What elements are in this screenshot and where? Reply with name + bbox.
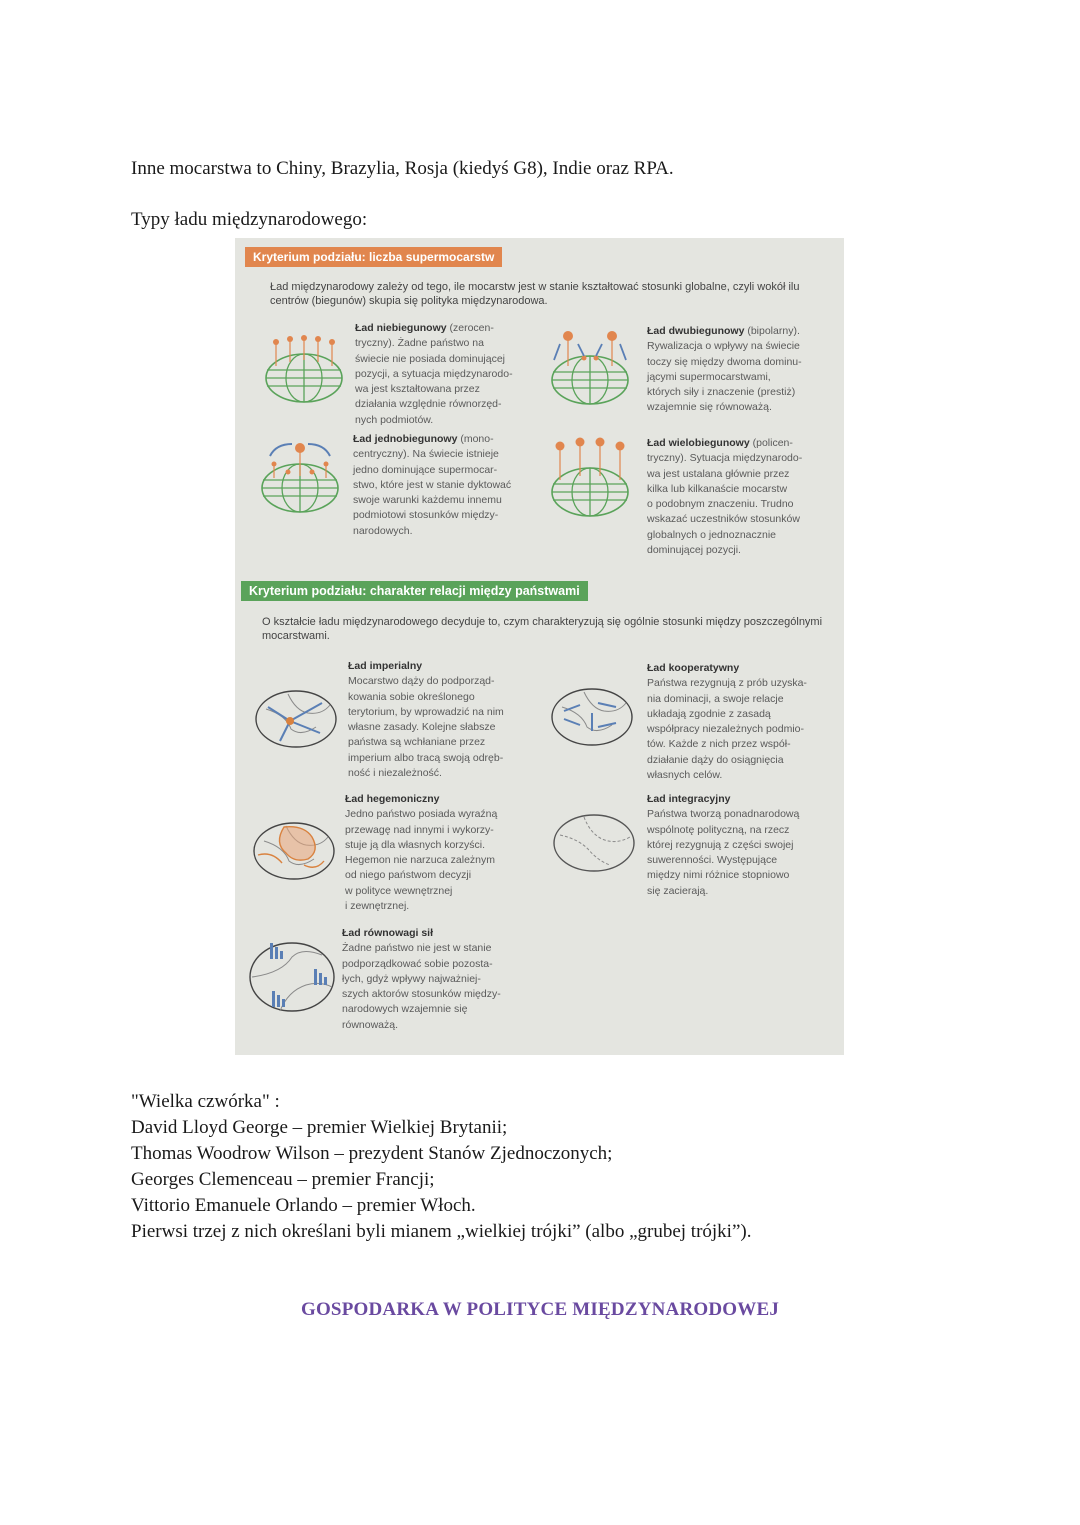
entry-description: (policen- tryczny). Sytuacja międzynarodo- wa jest ustalana głównie przez kilka lub kilkanaście mocarstw o podobnym znaczeniu. Trudno wskazać uczestników stosunków globalnych o jednoznacznie dominującej pozycji.	[647, 437, 803, 557]
entry-description: (bipolarny). Rywalizacja o wpływy na świecie toczy się między dwoma dominu- jącymi supermocarstwami, których siły i znaczenie (prestiż) wzajemnie się równoważą.	[647, 325, 802, 414]
entry-nonpolar	[355, 321, 545, 428]
big-four-line: David Lloyd George – premier Wielkiej Brytanii;	[131, 1117, 508, 1138]
section2-intro: O kształcie ładu międzynarodowego decyduje to, czym charakteryzują się ogólnie stosunki między poszczególnymi mocarstwami.	[262, 616, 823, 642]
entry-title: Ład jednobiegunowy	[353, 433, 458, 445]
section-heading: GOSPODARKA W POLITYCE MIĘDZYNARODOWEJ	[300, 1299, 780, 1320]
entry-cooperative	[647, 661, 839, 783]
entry-title: Ład niebiegunowy	[355, 322, 447, 334]
criterion-banner-superpowers: Kryterium podziału: liczba supermocarstw	[245, 247, 502, 267]
types-heading: Typy ładu międzynarodowego:	[131, 209, 368, 230]
big-four-block	[131, 1089, 751, 1245]
entry-integration	[647, 792, 839, 899]
entry-description: Państwa rezygnują z prób uzyska- nia dominacji, a swoje relacje układają zgodnie z zasadą współpracy niezależnych podmio- tów. Każde z nich przez współ- działanie dąży do osiągnięcia własnych celów.	[647, 677, 807, 782]
big-four-line: Vittorio Emanuele Orlando – premier Włoch.	[131, 1195, 476, 1216]
entry-title: Ład wielobiegunowy	[647, 437, 750, 449]
entry-description: Państwa tworzą ponadnarodową wspólnotę polityczną, na rzecz której rezygnują z części swojej suwerenności. Występujące między nimi różnice stopniowo się zacierają.	[647, 808, 800, 897]
big-four-line: Thomas Woodrow Wilson – prezydent Stanów Zjednoczonych;	[131, 1143, 613, 1164]
entry-title: Ład hegemoniczny	[345, 793, 440, 805]
globe-nonpolar-icon	[259, 326, 349, 406]
entry-title: Ład równowagi sił	[342, 927, 434, 939]
map-balance-icon	[245, 938, 339, 1016]
entry-title: Ład integracyjny	[647, 793, 731, 805]
map-imperial-icon	[251, 686, 341, 752]
entry-imperial	[348, 659, 538, 781]
globe-bipolar-icon	[545, 326, 635, 406]
intro-line: Inne mocarstwa to Chiny, Brazylia, Rosja (kiedyś G8), Indie oraz RPA.	[131, 158, 674, 179]
entry-description: Jedno państwo posiada wyraźną przewagę nad innymi i wykorzy- stuje ją dla własnych korzyści. Hegemon nie narzuca zależnym od niego państwom decyzji w polityce wewnętrznej i zewnętrznej.	[345, 808, 498, 913]
entry-title: Ład imperialny	[348, 660, 423, 672]
section1-intro: Ład międzynarodowy zależy od tego, ile mocarstw jest w stanie kształtować stosunki globalne, czyli wokół ilu centrów (biegunów) skupia się polityka międzynarodowa.	[270, 281, 800, 307]
entry-balance-of-power	[342, 926, 537, 1033]
map-hegemonic-icon	[247, 816, 341, 886]
globe-multipolar-icon	[545, 434, 635, 518]
entry-title: Ład dwubiegunowy	[647, 325, 745, 337]
entry-title: Ład kooperatywny	[647, 662, 740, 674]
big-four-heading: "Wielka czwórka" :	[131, 1091, 280, 1112]
map-cooperative-icon	[547, 684, 637, 750]
entry-hegemonic	[345, 792, 535, 914]
entry-multipolar	[647, 436, 839, 558]
entry-bipolar	[647, 324, 837, 416]
entry-description: Żadne państwo nie jest w stanie podporządkować sobie pozosta- łych, gdyż wpływy najważniej- szych aktorów stosunków między- narodowych wzajemnie się równoważą.	[342, 942, 501, 1031]
entry-description: (zerocen- tryczny). Żadne państwo na świecie nie posiada dominującej pozycji, a sytuacja międzynarodo- wa jest kształtowana przez działania względnie równorzęd- nych podmiotów.	[355, 322, 513, 426]
big-four-line: Georges Clemenceau – premier Francji;	[131, 1169, 435, 1190]
map-integration-icon	[549, 808, 639, 878]
big-three-note: Pierwsi trzej z nich określani byli mianem „wielkiej trójki” (albo „grubej trójki”).	[131, 1221, 752, 1242]
globe-unipolar-icon	[255, 436, 345, 516]
infographic-image	[235, 238, 844, 1055]
criterion-banner-relations: Kryterium podziału: charakter relacji między państwami	[241, 581, 588, 601]
entry-description: (mono- centryczny). Na świecie istnieje jedno dominujące supermocar- stwo, które jest w stanie dyktować swoje warunki każdemu innemu podmiotowi stosunków między- narodowych.	[353, 433, 512, 537]
entry-description: Mocarstwo dąży do podporząd- kowania sobie określonego terytorium, by wprowadzić na nim własne zasady. Kolejne słabsze państwa są wchłaniane przez imperium albo tracą swoją odręb- ność i niezależność.	[348, 675, 504, 780]
entry-unipolar	[353, 432, 548, 539]
